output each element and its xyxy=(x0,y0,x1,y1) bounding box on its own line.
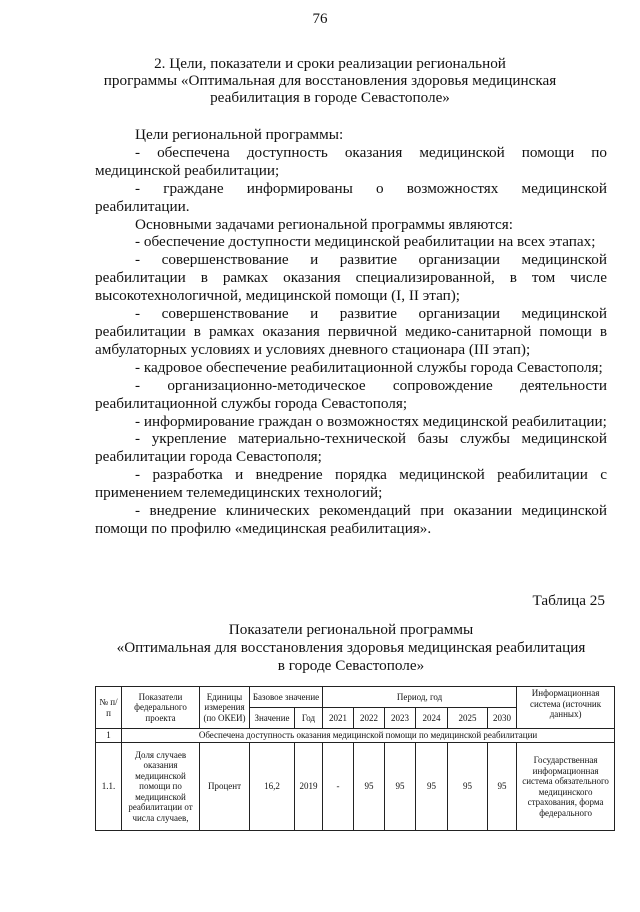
task-item: - совершенствование и развитие организации медицинской реабилитации в рамках оказания первичной медико-санитарной помощи в амбулаторных условиях и условиях дневного стационара (III этап); xyxy=(95,305,607,358)
goals-heading: Цели региональной программы: xyxy=(135,126,344,143)
goal-item: - обеспечена доступность оказания медицинской помощи по медицинской реабилитации; xyxy=(95,143,607,179)
section-title-line: 2. Цели, показатели и сроки реализации региональной xyxy=(154,55,506,72)
header-year: 2021 xyxy=(323,708,354,729)
section-title-line: реабилитация в городе Севастополе» xyxy=(210,89,450,106)
header-year: 2025 xyxy=(448,708,488,729)
row-indicator: Доля случаев оказания медицинской помощи по медицинской реабилитации от числа случаев, xyxy=(122,743,200,831)
row-value: 95 xyxy=(385,743,416,831)
row-value: 95 xyxy=(488,743,517,831)
header-info: Информационная система (источник данных) xyxy=(517,687,615,729)
section-row-num: 1 xyxy=(96,729,122,743)
header-year: 2022 xyxy=(354,708,385,729)
header-unit: Единицы измерения (по ОКЕИ) xyxy=(200,687,250,729)
section-title xyxy=(95,55,565,106)
task-item: - обеспечение доступности медицинской реабилитации на всех этапах; xyxy=(135,233,596,251)
row-value: 95 xyxy=(416,743,448,831)
page-number: 76 xyxy=(312,11,328,27)
row-value: 95 xyxy=(448,743,488,831)
table-header-row xyxy=(96,687,615,708)
table-section-row xyxy=(96,729,615,743)
table-title-line: Показатели региональной программы xyxy=(228,621,474,638)
table-title-line: «Оптимальная для восстановления здоровья медицинская реабилитация xyxy=(116,638,586,656)
table-title xyxy=(95,621,607,675)
row-info: Государственная информационная система обязательного медицинского страхования, форма федерального xyxy=(517,743,615,831)
goal-item: - граждане информированы о возможностях медицинской реабилитации. xyxy=(95,179,607,215)
table-row xyxy=(96,743,615,831)
header-indicator: Показатели федерального проекта xyxy=(122,687,200,729)
row-base-year: 2019 xyxy=(295,743,323,831)
section-title-line: программы «Оптимальная для восстановления здоровья медицинская xyxy=(103,72,557,89)
indicators-table xyxy=(95,686,615,831)
task-item: - кадровое обеспечение реабилитационной службы города Севастополя; xyxy=(135,358,603,376)
row-value: - xyxy=(323,743,354,831)
task-item: - внедрение клинических рекомендаций при оказании медицинской помощи по профилю «медицинская реабилитация». xyxy=(95,502,607,537)
task-item: - разработка и внедрение порядка медицинской реабилитации с применением телемедицинских технологий; xyxy=(95,466,607,502)
row-unit: Процент xyxy=(200,743,250,831)
header-base-value: Значение xyxy=(250,708,295,729)
task-item: - организационно-методическое сопровождение деятельности реабилитационной службы города Севастополя; xyxy=(95,376,607,412)
row-value: 95 xyxy=(354,743,385,831)
header-year: 2024 xyxy=(416,708,448,729)
row-base-value: 16,2 xyxy=(250,743,295,831)
header-base-year: Год xyxy=(295,708,323,729)
row-num: 1.1. xyxy=(96,743,122,831)
body-text xyxy=(95,126,607,538)
header-period: Период, год xyxy=(323,687,517,708)
task-item: - совершенствование и развитие организации медицинской реабилитации в рамках оказания специализированной, в том числе высокотехнологичной, медицинской помощи (I, II этап); xyxy=(95,251,607,305)
header-year: 2030 xyxy=(488,708,517,729)
section-row-text: Обеспечена доступность оказания медицинской помощи по медицинской реабилитации xyxy=(122,729,615,743)
table-caption: Таблица 25 xyxy=(532,592,605,609)
header-base: Базовое значение xyxy=(250,687,323,708)
table-title-line: в городе Севастополе» xyxy=(277,656,425,674)
header-year: 2023 xyxy=(385,708,416,729)
header-num: № п/п xyxy=(96,687,122,729)
task-item: - укрепление материально-технической базы службы медицинской реабилитации города Севастополя; xyxy=(95,430,607,466)
tasks-heading: Основными задачами региональной программы являются: xyxy=(135,215,513,233)
task-item: - информирование граждан о возможностях медицинской реабилитации; xyxy=(135,412,607,430)
